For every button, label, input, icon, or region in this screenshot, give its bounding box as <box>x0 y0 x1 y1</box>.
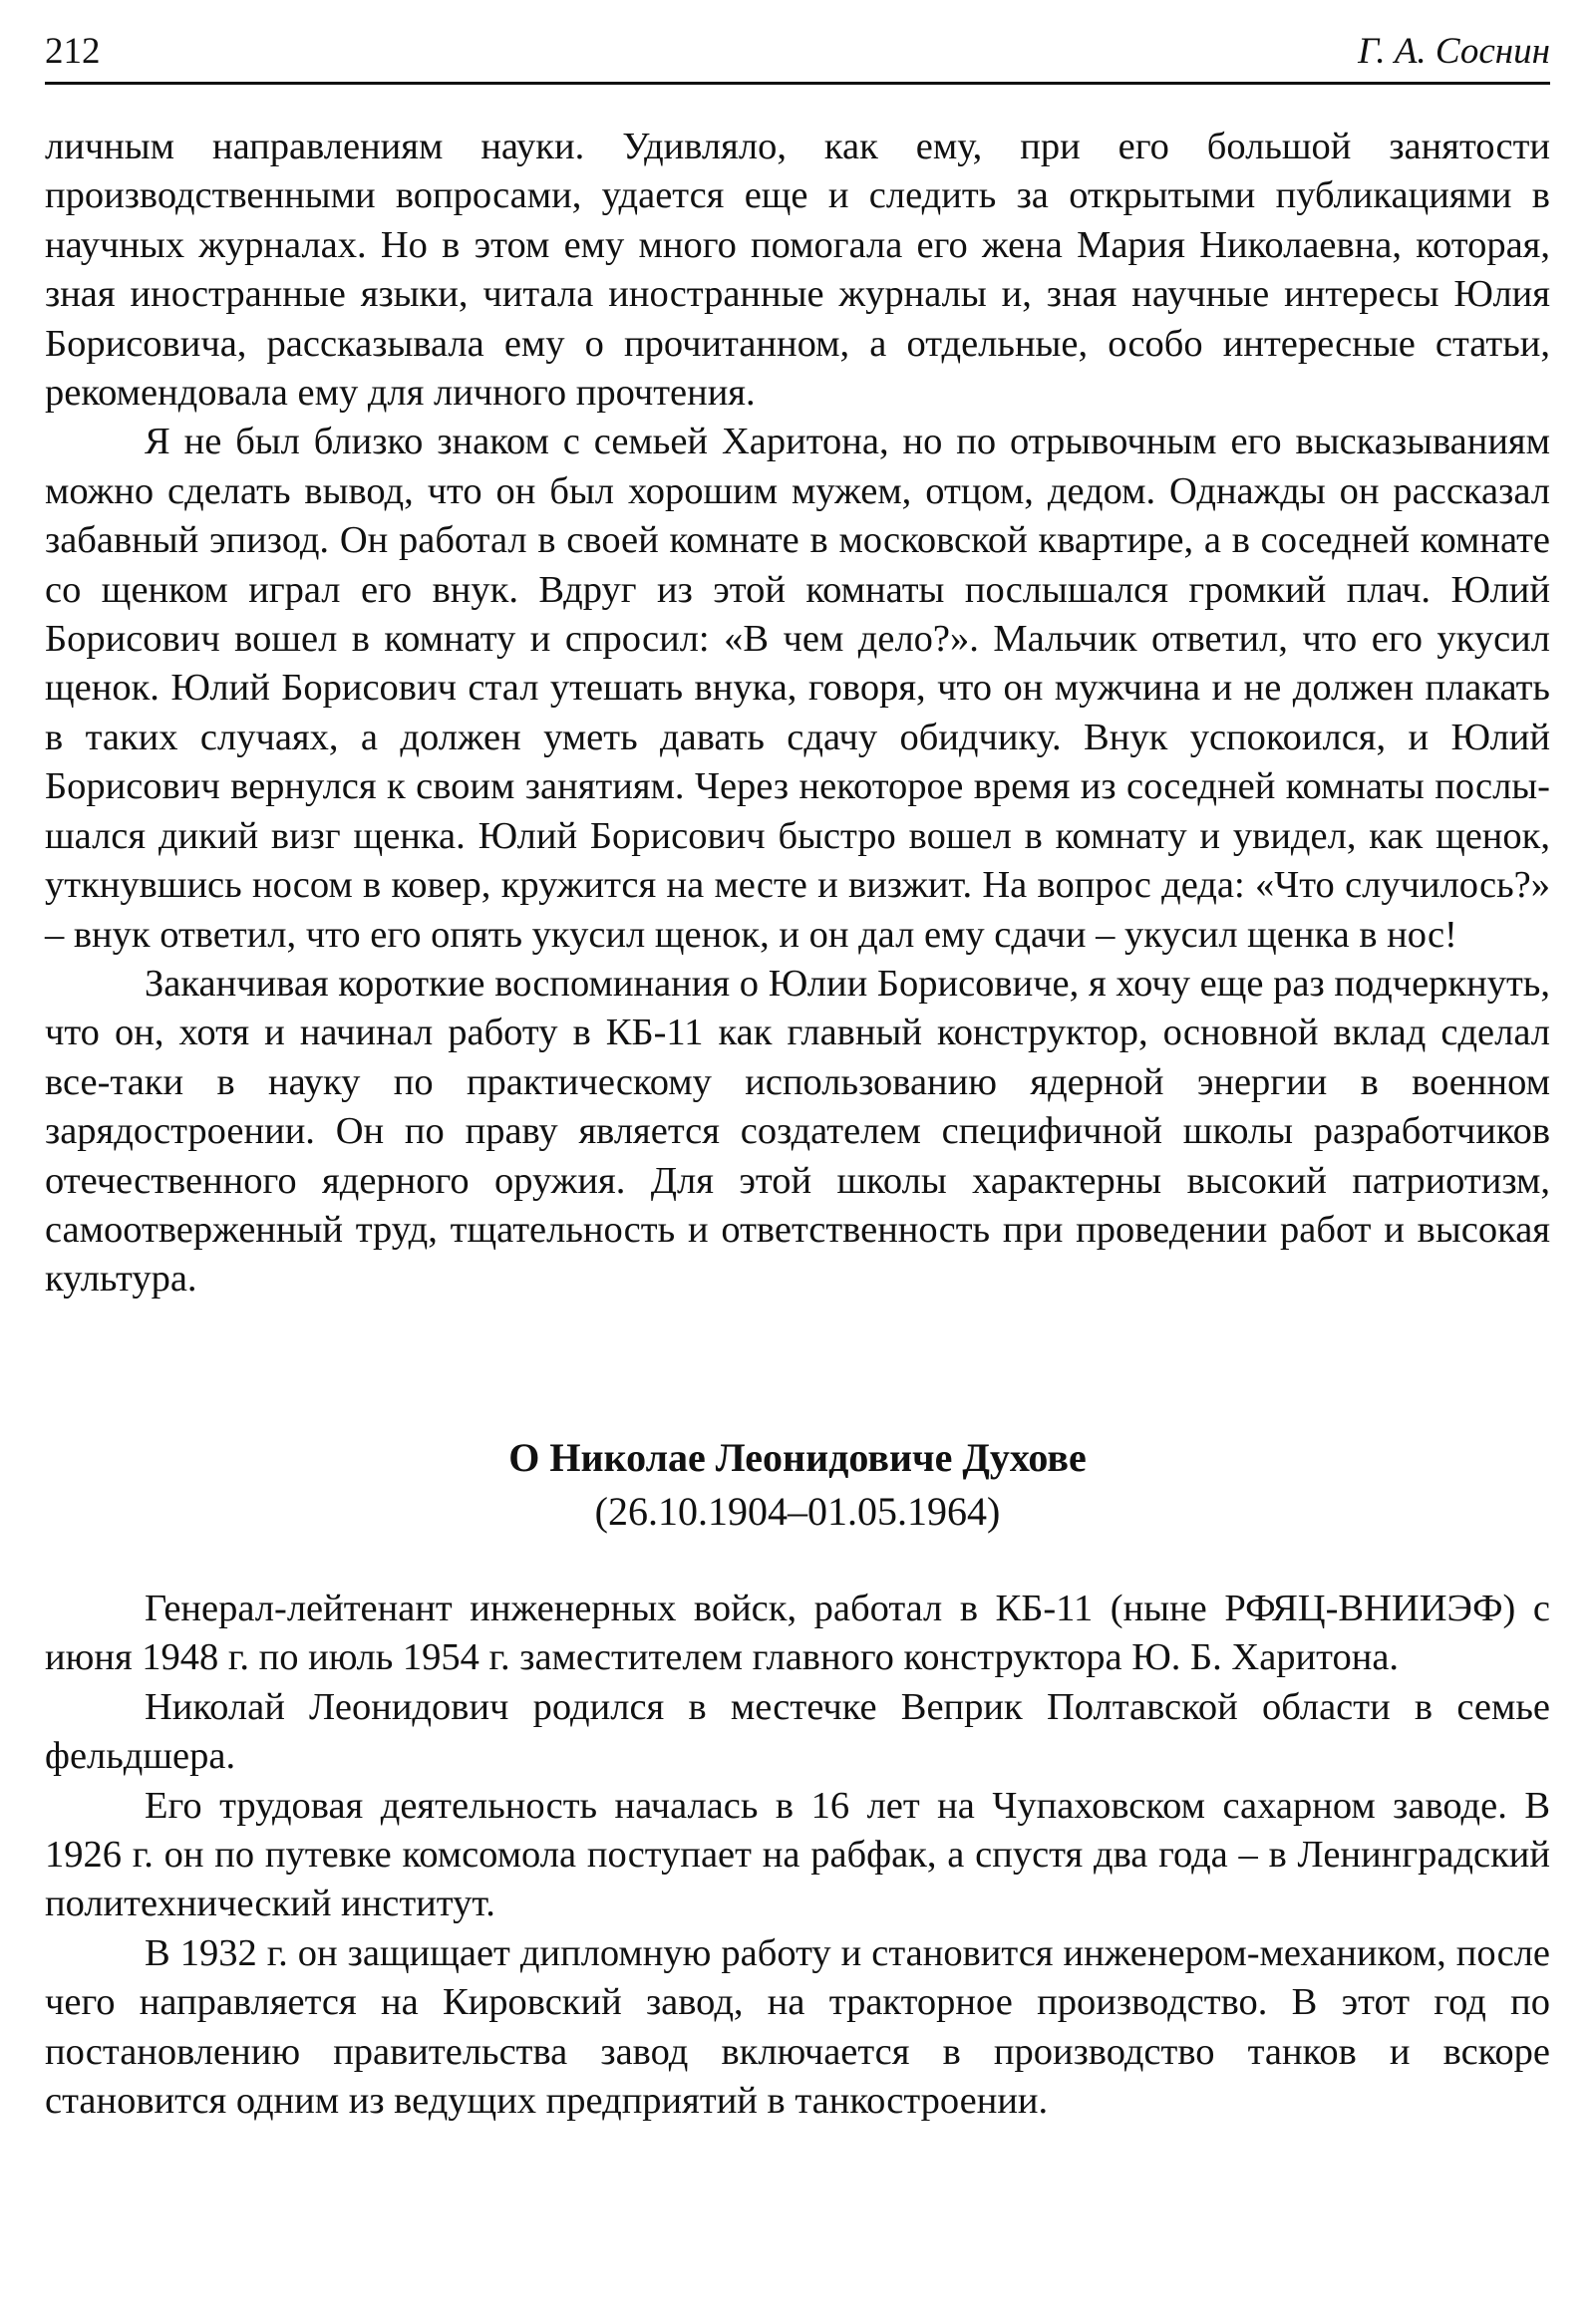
section-heading <box>45 1430 1550 1538</box>
section-text <box>45 1585 1550 2126</box>
paragraph: В 1932 г. он защищает дипломную работу и становится инженером-механиком, после чего направляется на Кировский завод, на тракторное производство. В этот год по постановлению правительства завод включается в производство танков и вскоре становится одним из ведущих предприятий в танкостроении. <box>45 1931 1550 2123</box>
paragraph: Заканчивая короткие воспоминания о Юлии Борисовиче, я хочу еще раз подчеркнуть, что он, хотя и начинал работу в КБ-11 как главный конструктор, основной вклад сделал все-таки в науку по практическому использованию ядерной энергии в военном зарядостроении. Он по праву является создателем специфичной школы разработчиков отечественного ядерного оружия. Для этой школы характерны высокий патриотизм, самоотверженный труд, тщательность и ответственность при проведении работ и высокая культура. <box>45 962 1550 1301</box>
running-head-author: Г. А. Соснин <box>1358 31 1550 72</box>
page-header <box>45 22 1550 85</box>
section-dates: (26.10.1904–01.05.1964) <box>594 1489 1001 1534</box>
paragraph: Его трудовая деятельность началась в 16 лет на Чупаховском сахарном заводе. В 1926 г. он по путевке комсомола поступает на рабфак, а спустя два года – в Ленинградский политехнический институт. <box>45 1784 1550 1925</box>
paragraph: личным направлениям науки. Удивляло, как ему, при его большой занятости производственными вопросами, удается еще и следить за открытыми публикациями в научных журналах. Но в этом ему много помогала его жена Мария Николаевна, которая, зная иностранные языки, читала иностранные журналы и, зная научные интересы Юлия Борисовича, рассказывала ему о прочитанном, а отдельные, особо интересные статьи, рекомендовала ему для личного прочтения. <box>45 126 1550 415</box>
section-title: О Николае Леонидовиче Духове <box>508 1435 1087 1480</box>
book-page <box>45 0 1550 2324</box>
main-text <box>45 123 1550 1305</box>
paragraph: Генерал-лейтенант инженерных войск, работал в КБ-11 (ныне РФЯЦ-ВНИИЭФ) с июня 1948 г. по июль 1954 г. заместителем главного конструктора Ю. Б. Харитона. <box>45 1588 1550 1679</box>
paragraph: Я не был близко знаком с семьей Харитона, но по отрывочным его высказываниям можно сделать вывод, что он был хорошим мужем, отцом, дедом. Однажды он рассказал забавный эпизод. Он работал в своей комнате в московской квартире, а в соседней комнате со щенком играл его внук. Вдруг из этой комнаты послышался громкий плач. Юлий Борисович вошел в комнату и спросил: «В чем дело?». Мальчик ответил, что его укусил щенок. Юлий Борисович стал утешать внука, говоря, что он мужчина и не должен плакать в таких случаях, а должен уметь давать сдачу обидчику. Внук успокоился, и Юлий Борисович вернулся к своим занятиям. Через некоторое время из соседней комнаты послышался дикий визг щенка. Юлий Борисович быстро вошел в комнату и увидел, как щенок, уткнувшись носом в ковер, кружится на месте и визжит. На вопрос деда: «Что случилось?» – внук ответил, что его опять укусил щенок, и он дал ему сдачи – укусил щенка в нос! <box>45 421 1550 956</box>
page-number: 212 <box>45 31 101 72</box>
paragraph: Николай Леонидович родился в местечке Веприк Полтавской области в семье фельдшера. <box>45 1685 1550 1778</box>
